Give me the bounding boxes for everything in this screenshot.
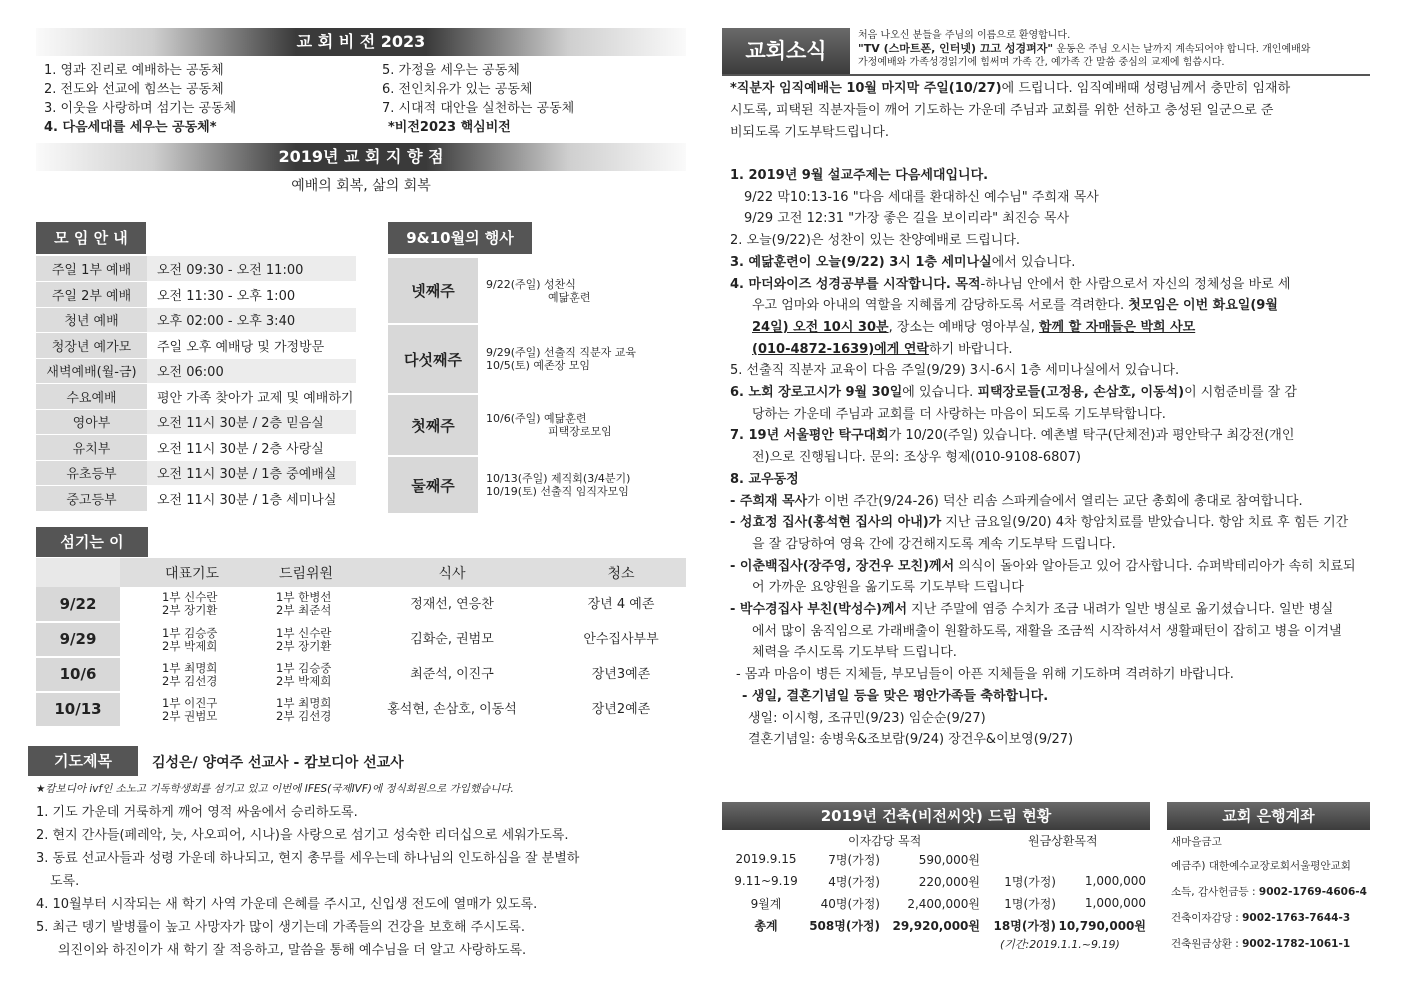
news-item-5: 5. 선출직 직분자 교육이 다음 주일(9/29) 3시-6시 1층 세미나실에서 있습니다. (730, 363, 1180, 379)
meeting-time: 오전 11시 30분 / 2층 사랑실 (147, 435, 356, 461)
news-item-7-text: 전)으로 진행됩니다. 문의: 조상우 형제(010-9108-6807) (752, 450, 1081, 466)
building-count-2 (980, 848, 1056, 870)
prayer-title (28, 746, 138, 776)
building-date: 9.11~9.19 (734, 874, 798, 888)
building-date: 9월계 (750, 896, 782, 911)
building-count-2: 1명(가정) (1004, 896, 1056, 911)
building-row (726, 892, 1146, 914)
dream-person: 1부 한병선 (276, 590, 332, 604)
meeting-time: 오전 06:00 (147, 358, 356, 384)
news-body (730, 78, 1370, 144)
building-header-2: 원금상환목적 (1028, 834, 1098, 848)
meeting-row (36, 256, 356, 282)
news-item-1: 1. 2019년 9월 설교주제는 다음세대입니다. (730, 168, 989, 183)
meeting-name: 영아부 (36, 409, 147, 435)
servers-clean: 장년2예존 (556, 692, 686, 727)
building-amount-2: 1,000,000 (1084, 874, 1146, 888)
member-news-text: 에서 많이 움직임으로 가래배출이 원활하도록, 재활을 조금씩 시작하셔서 생활패턴이 잡히고 병을 이겨낼 (752, 623, 1342, 639)
building-amount-1: 590,000원 (918, 852, 980, 867)
welcome-line: 운동은 주님 오시는 날까지 계속되어야 합니다. 개인예배와 (1053, 44, 1311, 55)
vision-item: 6. 전인치유가 있는 공동체 (382, 82, 533, 97)
meetings-title-text: 모 임 안 내 (54, 229, 128, 247)
meeting-name: 유초등부 (36, 460, 147, 486)
dream-person: 1부 최명희 (276, 695, 332, 710)
event-week: 첫째주 (388, 394, 478, 456)
direction-title: 2019년 교 회 지 향 점 (278, 147, 444, 166)
meeting-name: 새벽예배(월-금) (36, 358, 147, 384)
bank-info (1171, 834, 1367, 962)
bank-title (1167, 802, 1370, 830)
news-item-6-text: 이 시험준비를 잘 감 (1184, 385, 1297, 401)
prayer-item: 5. 최근 뎅기 발병률이 높고 사망자가 많이 생기는데 가족들의 건강을 보호해 주시도록. (36, 920, 525, 935)
servers-row (36, 622, 686, 657)
servers-clean: 장년 4 예존 (556, 587, 686, 622)
servers-title-text: 섬기는 이 (60, 533, 124, 551)
building-header-1: 이자감당 목적 (848, 834, 922, 848)
dream-person: 2부 박제희 (276, 673, 332, 688)
prayer-subtitle: 김성은/ 양여주 선교사 - 캄보디아 선교사 (152, 755, 404, 771)
news-title (722, 28, 850, 74)
building-count-1: 7명(가정) (828, 852, 880, 867)
news-title-text: 교회소식 (745, 39, 827, 63)
servers-dream (264, 587, 348, 622)
welcome-line: 처음 나오신 분들을 주님의 이름으로 환영합니다. (858, 30, 1071, 41)
prayer-person: 2부 박제희 (162, 638, 218, 653)
servers-meal: 최준석, 이진구 (348, 657, 556, 692)
welcome-campaign: "TV (스마트폰, 인터넷) 끄고 성경펴자" (858, 42, 1054, 55)
event-line: 10/19(토) 선출직 임직자모임 (486, 485, 629, 498)
building-title-text: 2019년 건축(비전씨앗) 드림 현황 (820, 807, 1052, 825)
meeting-time: 오후 02:00 - 오후 3:40 (147, 307, 356, 333)
member-news-text: 지난 금요일(9/20) 4차 항암치료를 받았습니다. 항암 치료 후 힘든 기간 (941, 515, 1349, 531)
building-row (726, 870, 1146, 892)
event-row (388, 394, 684, 456)
prayer-person: 1부 최명희 (162, 660, 218, 675)
event-detail (478, 456, 684, 514)
prayer-item: 3. 동료 선교사들과 성령 가운데 하나되고, 현지 총무를 세우는데 하나님의 인도하심을 잘 분별하 (36, 851, 580, 866)
building-row (726, 848, 1146, 870)
event-line: 예닮훈련 (548, 290, 591, 304)
servers-row (36, 587, 686, 622)
servers-meal: 김화순, 권범모 (348, 622, 556, 657)
member-news-bold: - 박수경집사 부친(박성수)께서 (730, 602, 908, 618)
news-item-4-text: , 장소는 예배당 영아부실, (888, 319, 1039, 335)
building-amount-1: 2,400,000원 (907, 896, 980, 911)
intro-text: 비되도록 기도부탁드립니다. (730, 125, 889, 140)
sermon-line: 9/22 막10:13-16 "다음 세대를 환대하신 예수님" 주희재 목사 (744, 189, 1099, 205)
news-item-4-bold: 24일) 오전 10시 30분 (752, 319, 889, 335)
account-number: 9002-1763-7644-3 (1242, 912, 1351, 924)
meeting-name: 중고등부 (36, 486, 147, 512)
building-count-1: 508명(가정) (809, 918, 880, 933)
servers-date: 9/22 (36, 587, 120, 622)
vision-title: 교 회 비 전 2023 (296, 32, 426, 51)
member-news-text: - 몸과 마음이 병든 지체들, 부모님들이 아픈 지체들을 위해 기도하며 격려하기 바랍니다. (736, 667, 1234, 683)
account-number: 9002-1782-1061-1 (1242, 938, 1351, 950)
meeting-row (36, 333, 356, 359)
vision-left-list (44, 61, 236, 137)
event-line: 10/6(주일) 예닮훈련 (486, 412, 587, 425)
prayer-title-text: 기도제목 (54, 752, 112, 770)
intro-bold: *직분자 임직예배는 10월 마지막 주일(10/27) (730, 81, 1002, 96)
event-detail (478, 324, 684, 394)
vision-item: 1. 영과 진리로 예배하는 공동체 (44, 63, 224, 78)
member-news-text: 가 이번 주간(9/24-26) 덕산 리솜 스파케슬에서 열리는 교단 총회에 총대로 참여합니다. (807, 493, 1303, 509)
servers-date: 10/13 (36, 692, 120, 727)
event-line: 10/13(주일) 제직회(3/4분기) (486, 472, 631, 485)
news-item-7-text: 가 10/20(주일) 있습니다. 예촌별 탁구(단체전)과 평안탁구 최강전(개인 (888, 428, 1295, 444)
building-count-2: 18명(가정) (993, 918, 1056, 933)
account-label: 건축원금상환 : (1171, 938, 1243, 950)
servers-title (36, 527, 148, 557)
intro-text: 시도록, 피택된 직분자들이 깨어 기도하는 가운데 주님과 교회를 위한 선하고 충성된 일군으로 준 (730, 103, 1274, 118)
celebration-title: - 생일, 결혼기념일 등을 맞은 평안가족들 축하합니다. (742, 688, 1049, 704)
event-week: 넷째주 (388, 258, 478, 324)
event-detail (478, 394, 684, 456)
news-item-3-bold: 3. 예닮훈련이 오늘(9/22) 3시 1층 세미나실 (730, 254, 992, 270)
member-news-bold: - 성효정 집사(홍석현 집사의 아내)가 (730, 515, 942, 531)
prayer-item: 2. 현지 간사들(페레악, 늣, 사오피어, 시나)을 사랑으로 섬기고 성숙한 리더십으로 세워가도록. (36, 828, 569, 843)
vision-title-bar (36, 28, 686, 56)
dream-person: 2부 김선경 (276, 708, 332, 723)
news-item-6-text: 에 있습니다. (902, 385, 978, 401)
meeting-time: 평안 가족 찾아가 교제 및 예배하기 (147, 384, 356, 410)
building-count-1: 40명(가정) (820, 896, 880, 911)
member-news-bold: - 주희재 목사 (730, 493, 808, 509)
news-item-4-bold: 첫모임은 이번 화요일(9월 (1128, 298, 1278, 314)
prayer-person: 1부 신수란 (162, 590, 218, 604)
member-news-text: 의식이 돌아와 알아듣고 있어 감사합니다. 슈퍼박테리아가 속히 치료되 (954, 558, 1356, 574)
news-item-8: 8. 교우동정 (730, 471, 799, 487)
meeting-row (36, 460, 356, 486)
building-amount-1: 220,000원 (918, 874, 980, 889)
account-label: 건축이자감당 : (1171, 912, 1243, 924)
news-item-3-text: 에서 있습니다. (991, 254, 1076, 270)
dream-person: 2부 최준석 (276, 603, 332, 617)
meeting-time: 오전 11:30 - 오후 1:00 (147, 282, 356, 308)
event-line: 9/22(주일) 성찬식 (486, 277, 576, 291)
meetings-table (36, 256, 356, 512)
news-divider (722, 74, 1370, 76)
servers-header: 식사 (348, 558, 556, 587)
intro-text: 에 드립니다. 임직예배때 성령님께서 충만히 임재하 (1001, 81, 1291, 96)
prayer-note: ★캄보디아 ivf인 소노고 기독학생회를 섬기고 있고 이번에 IFES(국제IVF)에 정식회원으로 가입했습니다. (36, 783, 514, 795)
prayer-person: 2부 장기환 (162, 603, 218, 617)
building-row (726, 914, 1146, 936)
news-welcome (858, 29, 1370, 69)
anniversary-line: 결혼기념일: 송병욱&조보람(9/24) 장건우&이보영(9/27) (748, 732, 1074, 748)
prayer-item: 4. 10월부터 시작되는 새 학기 사역 가운데 은혜를 주시고, 신입생 전도에 열매가 있도록. (36, 897, 538, 912)
direction-title-bar (36, 143, 686, 171)
meeting-time: 주일 오후 예배당 및 가정방문 (147, 333, 356, 359)
servers-table (36, 558, 686, 728)
member-news-bold: - 이춘백집사(장주영, 장건우 모친)께서 (730, 558, 955, 574)
meeting-row (36, 486, 356, 512)
servers-header: 청소 (556, 558, 686, 587)
events-title (388, 222, 532, 254)
servers-dream (264, 657, 348, 692)
meeting-time: 오전 11시 30분 / 1층 중예배실 (147, 460, 356, 486)
dream-person: 1부 신수란 (276, 625, 332, 640)
welcome-line: 가정예배와 가족성경읽기에 힘써며 가족 간, 예가족 간 말씀 중심의 교제에 힘씁시다. (858, 57, 1225, 68)
servers-row (36, 692, 686, 727)
servers-dream (264, 692, 348, 727)
meeting-row (36, 435, 356, 461)
news-item-6-bold: 피택장로들(고정용, 손삼호, 이동석) (977, 385, 1185, 401)
news-item-4-text: 우고 엄마와 아내의 역할을 지혜롭게 감당하도록 서로를 격려한다. (752, 298, 1129, 314)
vision-item: 7. 시대적 대안을 실천하는 공동체 (382, 101, 575, 116)
meeting-name: 청장년 예가모 (36, 333, 147, 359)
servers-date: 9/29 (36, 622, 120, 657)
birthday-line: 생일: 이시형, 조규민(9/23) 임순순(9/27) (748, 710, 986, 726)
news-item-4-bold: 4. 마더와이즈 성경공부를 시작합니다. 목적 (730, 276, 981, 292)
vision-item-core: 4. 다음세대를 세우는 공동체* (44, 120, 217, 135)
servers-clean: 장년3예존 (556, 657, 686, 692)
prayer-item-cont: 의진이와 하진이가 새 학기 잘 적응하고, 말씀을 통해 예수님을 더 알고 사랑하도록. (58, 943, 527, 958)
building-amount-2 (1056, 848, 1146, 870)
vision-item: 2. 전도와 선교에 힘쓰는 공동체 (44, 82, 224, 97)
servers-meal: 정재선, 연응찬 (348, 587, 556, 622)
account-label: 소득, 감사헌금등 : (1171, 886, 1259, 898)
meeting-row (36, 282, 356, 308)
building-count-2: 1명(가정) (1004, 874, 1056, 889)
news-item-6-text: 당하는 가운데 주님과 교회를 더 사랑하는 마음이 되도록 기도부탁합니다. (752, 406, 1166, 422)
meeting-time: 오전 09:30 - 오전 11:00 (147, 256, 356, 282)
servers-prayer (120, 622, 264, 657)
meeting-row (36, 409, 356, 435)
events-title-text: 9&10월의 행사 (406, 229, 514, 247)
event-detail (478, 258, 684, 324)
bank-title-text: 교회 은행계좌 (1222, 807, 1315, 825)
servers-header: 드림위원 (264, 558, 348, 587)
servers-prayer (120, 692, 264, 727)
event-row (388, 456, 684, 514)
prayer-person: 2부 김선경 (162, 673, 218, 688)
news-item-4-text: 하기 바랍니다. (928, 341, 1013, 357)
building-title (722, 802, 1150, 830)
building-period: (기간:2019.1.1.~9.19) (1000, 938, 1120, 951)
vision-item: 3. 이웃을 사랑하며 섬기는 공동체 (44, 101, 237, 116)
event-line: 10/5(토) 예존장 모임 (486, 359, 591, 372)
servers-date: 10/6 (36, 657, 120, 692)
meeting-time: 오전 11시 30분 / 1층 세미나실 (147, 486, 356, 512)
prayer-person: 1부 이진구 (162, 695, 218, 710)
meeting-name: 청년 예배 (36, 307, 147, 333)
servers-prayer (120, 587, 264, 622)
event-week: 둘째주 (388, 456, 478, 514)
servers-row (36, 657, 686, 692)
prayer-person: 1부 김승중 (162, 625, 218, 640)
member-news-text: 지난 주말에 염증 수치가 조금 내려가 일반 병실로 옮기셨습니다. 일반 병실 (907, 602, 1334, 618)
news-item-4-contact: (010-4872-1639)에게 연락 (752, 341, 929, 357)
member-news-text: 체력을 주시도록 기도부탁 드립니다. (752, 645, 957, 661)
prayer-list (36, 801, 579, 962)
servers-prayer (120, 657, 264, 692)
vision-item: 5. 가정을 세우는 공동체 (382, 63, 520, 78)
direction-text: 예배의 회복, 삶의 회복 (291, 178, 431, 194)
sermon-line: 9/29 고전 12:31 "가장 좋은 길을 보이리라" 최진승 목사 (744, 211, 1070, 227)
meeting-name: 주일 1부 예배 (36, 256, 147, 282)
meeting-row (36, 307, 356, 333)
servers-header-blank (36, 558, 120, 587)
meeting-name: 주일 2부 예배 (36, 282, 147, 308)
events-table (388, 258, 684, 515)
dream-person: 2부 장기환 (276, 638, 332, 653)
servers-meal: 홍석현, 손삼호, 이동석 (348, 692, 556, 727)
meeting-time: 오전 11시 30분 / 2층 믿음실 (147, 409, 356, 435)
news-items (730, 165, 1370, 751)
news-item-6-bold: 6. 노회 장로고시가 9월 30일 (730, 385, 903, 401)
meeting-name: 유치부 (36, 435, 147, 461)
building-amount-1: 29,920,000원 (892, 918, 980, 933)
event-week: 다섯째주 (388, 324, 478, 394)
vision-right-list (382, 61, 574, 137)
bank-holder: 예금주) 대한예수교장로회서울평안교회 (1171, 860, 1351, 872)
building-count-1: 4명(가정) (828, 874, 880, 889)
member-news-text: 어 가까운 요양원을 옮기도록 기도부탁 드립니다 (752, 580, 1024, 596)
building-date: 총계 (754, 918, 778, 933)
news-item-4-text: -하나님 안에서 한 사람으로서 자신의 정체성을 바로 세 (980, 276, 1291, 292)
news-item-2: 2. 오늘(9/22)은 성찬이 있는 찬양예배로 드립니다. (730, 233, 1021, 249)
meetings-title (36, 222, 146, 254)
news-item-4-contact: 함께 할 자매들은 박희 사모 (1038, 319, 1196, 335)
building-amount-2: 1,000,000 (1084, 896, 1146, 910)
news-item-7-bold: 7. 19년 서울평안 탁구대회 (730, 428, 889, 444)
servers-header: 대표기도 (120, 558, 264, 587)
meeting-row (36, 384, 356, 410)
member-news-text: 을 잘 감당하여 영육 간에 강건해지도록 계속 기도부탁 드립니다. (752, 536, 1116, 552)
dream-person: 1부 김승중 (276, 660, 332, 675)
bank-name: 새마을금고 (1171, 836, 1222, 848)
building-table (726, 848, 1146, 936)
event-line: 피택장로모임 (548, 425, 612, 438)
vision-core-note: *비전2023 핵심비전 (388, 120, 511, 135)
account-number: 9002-1769-4606-4 (1258, 886, 1367, 898)
meeting-name: 수요예배 (36, 384, 147, 410)
prayer-item-cont: 도록. (50, 874, 80, 889)
event-line: 9/29(주일) 선출직 직분자 교육 (486, 346, 637, 359)
prayer-item: 1. 기도 가운데 거룩하게 깨어 영적 싸움에서 승리하도록. (36, 805, 358, 820)
event-row (388, 324, 684, 394)
building-date: 2019.9.15 (735, 852, 797, 866)
meeting-row (36, 358, 356, 384)
event-row (388, 258, 684, 324)
prayer-person: 2부 권범모 (162, 708, 218, 723)
building-amount-2: 10,790,000원 (1058, 918, 1146, 933)
servers-clean: 안수집사부부 (556, 622, 686, 657)
servers-dream (264, 622, 348, 657)
